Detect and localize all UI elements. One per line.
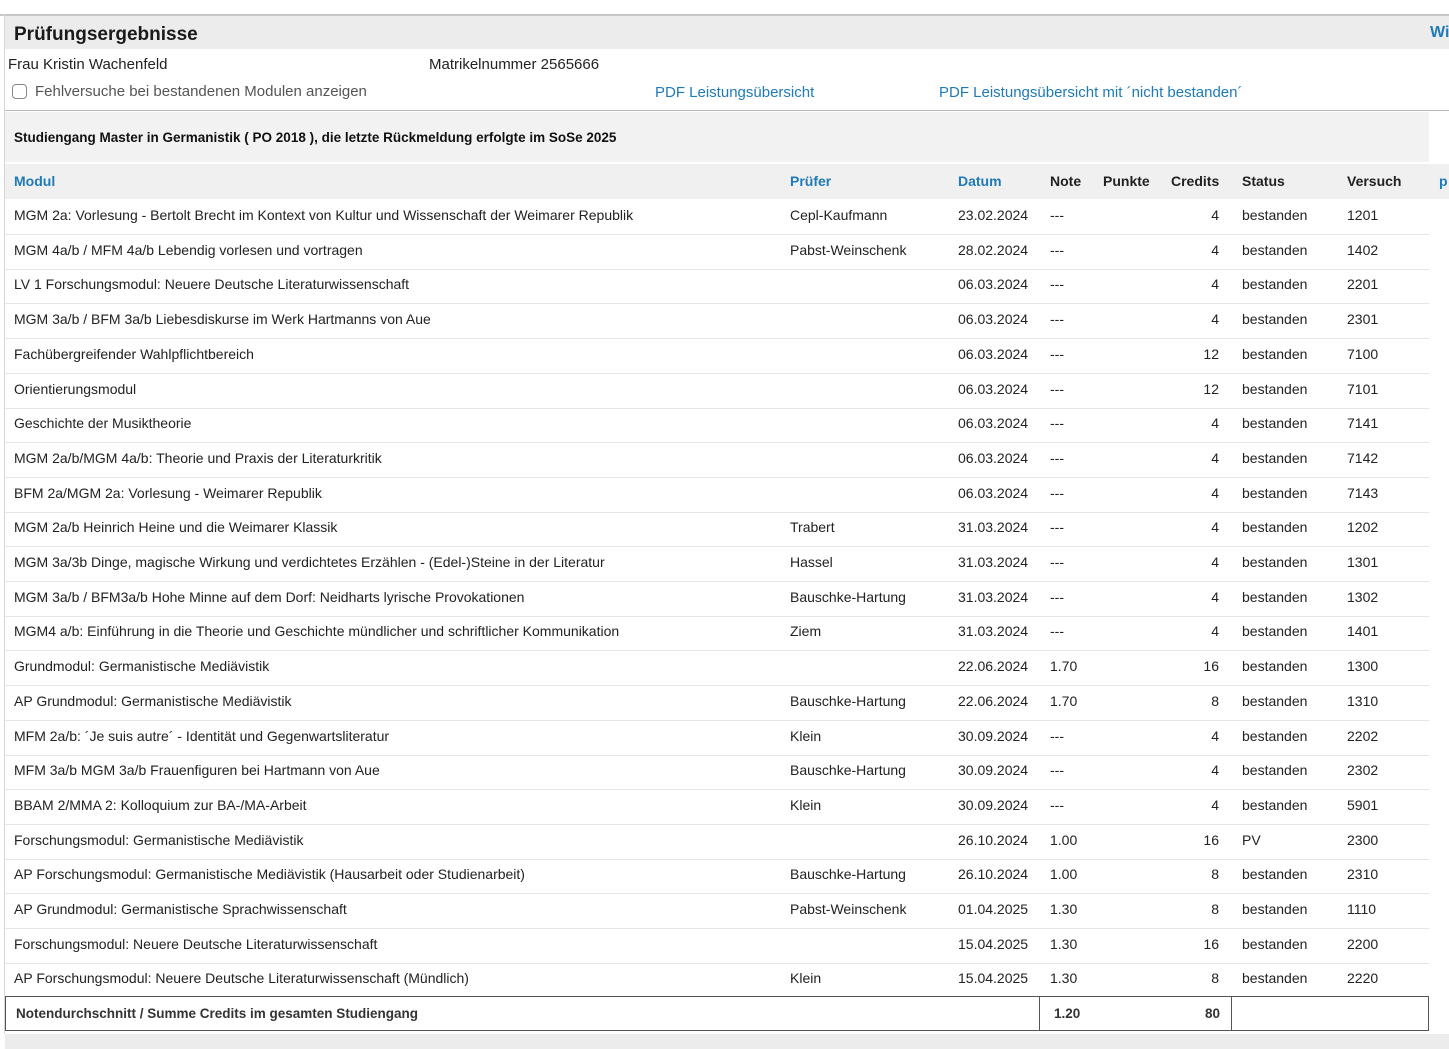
cell-note: 1.00: [1050, 831, 1078, 848]
cell-pruefer: Bauschke-Hartung: [790, 762, 906, 779]
cell-modul: Grundmodul: Germanistische Mediävistik: [14, 658, 270, 675]
cell-note: ---: [1050, 796, 1064, 813]
cell-credits: 4: [1211, 623, 1219, 640]
cell-modul: Orientierungsmodul: [14, 380, 137, 397]
cell-versuch: 1110: [1347, 901, 1377, 917]
cell-datum: 01.04.2025: [958, 901, 1029, 917]
cell-status: bestanden: [1242, 345, 1308, 362]
cell-note: ---: [1050, 554, 1064, 570]
cell-credits: 4: [1211, 311, 1219, 328]
cell-datum: 22.06.2024: [958, 692, 1029, 709]
cell-pruefer: Hassel: [790, 554, 833, 570]
cell-note: ---: [1050, 311, 1064, 328]
footer-divider: [1039, 997, 1040, 1030]
cell-status: bestanden: [1242, 935, 1308, 952]
cell-note: ---: [1050, 484, 1064, 501]
column-header-datum[interactable]: Datum: [958, 173, 1002, 189]
cell-versuch: 7100: [1347, 345, 1379, 362]
cell-datum: 30.09.2024: [958, 727, 1029, 744]
cell-status: bestanden: [1242, 311, 1308, 328]
cell-credits: 4: [1211, 554, 1219, 570]
cell-status: bestanden: [1242, 796, 1308, 813]
cell-modul: Fachübergreifender Wahlpflichtbereich: [14, 345, 254, 362]
cell-datum: 28.02.2024: [958, 241, 1029, 258]
cell-datum: 31.03.2024: [958, 519, 1029, 536]
cell-status: bestanden: [1242, 241, 1308, 258]
cell-versuch: 7143: [1347, 484, 1379, 501]
cell-note: ---: [1050, 415, 1064, 432]
cell-status: bestanden: [1242, 207, 1308, 223]
cell-versuch: 7101: [1347, 380, 1379, 397]
fehlversuche-checkbox[interactable]: [12, 84, 27, 99]
cell-modul: BFM 2a/MGM 2a: Vorlesung - Weimarer Republik: [14, 484, 322, 501]
cell-versuch: 2310: [1347, 866, 1379, 883]
cell-datum: 30.09.2024: [958, 762, 1029, 779]
table-row: [5, 754, 1429, 790]
cell-versuch: 2220: [1347, 970, 1379, 987]
student-name: Frau Kristin Wachenfeld: [8, 56, 168, 73]
cell-pruefer: Cepl-Kaufmann: [790, 207, 888, 223]
cell-note: ---: [1050, 380, 1064, 397]
cell-note: ---: [1050, 207, 1064, 223]
table-header: [5, 164, 1449, 199]
cell-credits: 4: [1211, 484, 1219, 501]
cell-credits: 8: [1211, 901, 1219, 917]
table-row: [5, 720, 1429, 756]
cell-datum: 06.03.2024: [958, 449, 1029, 466]
cell-modul: Forschungsmodul: Neuere Deutsche Literaturwissenschaft: [14, 935, 378, 952]
cell-modul: Forschungsmodul: Germanistische Mediävistik: [14, 831, 304, 848]
cell-versuch: 2201: [1347, 276, 1379, 293]
study-program-text: Studiengang Master in Germanistik ( PO 2018 ), die letzte Rückmeldung erfolgte im SoSe 2025: [14, 130, 617, 145]
footer-credits-total: 80: [1205, 1006, 1221, 1021]
table-row: [5, 928, 1429, 964]
cell-datum: 30.09.2024: [958, 796, 1029, 813]
column-header-note: Note: [1050, 173, 1082, 189]
table-row: [5, 442, 1429, 478]
cell-note: 1.30: [1050, 935, 1078, 952]
cell-status: bestanden: [1242, 623, 1308, 640]
cell-datum: 06.03.2024: [958, 415, 1029, 432]
cell-credits: 16: [1203, 658, 1219, 675]
cell-status: bestanden: [1242, 658, 1308, 675]
cell-note: 1.70: [1050, 658, 1078, 675]
cell-pruefer: Bauschke-Hartung: [790, 692, 906, 709]
cell-datum: 31.03.2024: [958, 554, 1029, 570]
table-row: [5, 511, 1429, 547]
cell-versuch: 1300: [1347, 658, 1379, 675]
cell-datum: 23.02.2024: [958, 207, 1029, 223]
cell-datum: 06.03.2024: [958, 380, 1029, 397]
column-header-modul[interactable]: Modul: [14, 173, 56, 189]
table-row: [5, 789, 1429, 825]
cell-versuch: 7141: [1347, 415, 1379, 432]
cell-credits: 12: [1203, 380, 1219, 397]
column-header-credits: Credits: [1171, 173, 1220, 189]
cell-modul: AP Forschungsmodul: Germanistische Mediävistik (Hausarbeit oder Studienarbeit): [14, 866, 525, 883]
cell-status: bestanden: [1242, 866, 1308, 883]
cell-credits: 12: [1203, 345, 1219, 362]
cell-status: bestanden: [1242, 484, 1308, 501]
footer-label: Notendurchschnitt / Summe Credits im gesamten Studiengang: [16, 1006, 419, 1021]
cell-versuch: 1402: [1347, 241, 1379, 258]
cell-modul: BBAM 2/MMA 2: Kolloquium zur BA-/MA-Arbeit: [14, 796, 307, 813]
cell-versuch: 1201: [1347, 207, 1379, 223]
cell-note: ---: [1050, 276, 1064, 293]
cell-note: ---: [1050, 519, 1064, 536]
cell-note: 1.70: [1050, 692, 1078, 709]
cell-versuch: 5901: [1347, 796, 1379, 813]
table-row: [5, 268, 1429, 304]
cell-credits: 4: [1211, 207, 1219, 223]
cell-pruefer: Bauschke-Hartung: [790, 588, 906, 605]
cell-versuch: 1202: [1347, 519, 1379, 536]
cell-note: ---: [1050, 727, 1064, 744]
corner-link[interactable]: Wi: [1430, 24, 1449, 41]
table-row: [5, 685, 1429, 721]
cell-credits: 4: [1211, 276, 1219, 293]
cell-credits: 4: [1211, 588, 1219, 605]
cell-modul: MGM 4a/b / MFM 4a/b Lebendig vorlesen und vortragen: [14, 241, 363, 258]
cell-credits: 16: [1203, 831, 1219, 848]
cell-versuch: 1401: [1347, 623, 1379, 640]
cell-credits: 4: [1211, 519, 1219, 536]
matrikel-number: Matrikelnummer 2565666: [429, 56, 600, 73]
cell-pruefer: Ziem: [790, 623, 822, 640]
cell-credits: 4: [1211, 727, 1219, 744]
cell-datum: 06.03.2024: [958, 311, 1029, 328]
cell-status: bestanden: [1242, 588, 1308, 605]
pdf-overview-failed-link[interactable]: PDF Leistungsübersicht mit ´nicht bestanden´: [939, 84, 1243, 101]
cell-modul: MGM 3a/3b Dinge, magische Wirkung und verdichtetes Erzählen - (Edel-)Steine in der Literatur: [14, 554, 605, 570]
table-row: [5, 373, 1429, 409]
cell-modul: AP Forschungsmodul: Neuere Deutsche Literaturwissenschaft (Mündlich): [14, 970, 469, 987]
cell-versuch: 2300: [1347, 831, 1379, 848]
cell-status: bestanden: [1242, 449, 1308, 466]
table-row: [5, 650, 1429, 686]
cell-modul: MGM4 a/b: Einführung in die Theorie und Geschichte mündlicher und schriftlicher Kommunikation: [14, 623, 620, 640]
cell-pruefer: Klein: [790, 796, 822, 813]
table-row: [5, 199, 1429, 235]
column-header-versuch: Versuch: [1347, 173, 1402, 189]
cell-pruefer: Pabst-Weinschenk: [790, 901, 907, 917]
footer-divider: [1231, 997, 1232, 1030]
footer-average: 1.20: [1054, 1006, 1081, 1021]
table-row: [5, 407, 1429, 443]
cell-pruefer: Klein: [790, 727, 822, 744]
cell-status: bestanden: [1242, 727, 1308, 744]
cell-status: bestanden: [1242, 901, 1308, 917]
cell-note: 1.00: [1050, 866, 1078, 883]
cell-datum: 15.04.2025: [958, 970, 1029, 987]
cell-datum: 06.03.2024: [958, 276, 1029, 293]
cell-pruefer: Pabst-Weinschenk: [790, 241, 907, 258]
column-header-extra[interactable]: p: [1439, 173, 1448, 189]
column-header-status: Status: [1242, 173, 1285, 189]
cell-note: ---: [1050, 588, 1064, 605]
cell-pruefer: Trabert: [790, 519, 835, 536]
bottom-strip: [5, 1034, 1449, 1049]
cell-status: bestanden: [1242, 970, 1308, 987]
cell-modul: AP Grundmodul: Germanistische Sprachwissenschaft: [14, 901, 347, 917]
table-row: [5, 477, 1429, 513]
cell-note: 1.30: [1050, 901, 1078, 917]
cell-datum: 06.03.2024: [958, 484, 1029, 501]
cell-modul: MGM 2a: Vorlesung - Bertolt Brecht im Kontext von Kultur und Wissenschaft der Weimarer Republik: [14, 207, 634, 223]
cell-modul: MGM 3a/b / BFM3a/b Hohe Minne auf dem Dorf: Neidharts lyrische Provokationen: [14, 588, 525, 605]
table-row: [5, 824, 1429, 860]
table-footer: [5, 996, 1429, 1031]
cell-status: bestanden: [1242, 554, 1308, 570]
cell-credits: 16: [1203, 935, 1219, 952]
cell-pruefer: Klein: [790, 970, 822, 987]
cell-credits: 8: [1211, 970, 1219, 987]
cell-credits: 4: [1211, 449, 1219, 466]
cell-datum: 31.03.2024: [958, 588, 1029, 605]
cell-status: bestanden: [1242, 415, 1308, 432]
cell-versuch: 2302: [1347, 762, 1379, 779]
cell-modul: LV 1 Forschungsmodul: Neuere Deutsche Literaturwissenschaft: [14, 276, 410, 293]
cell-versuch: 1310: [1347, 692, 1379, 709]
table-row: [5, 581, 1429, 617]
fehlversuche-label: Fehlversuche bei bestandenen Modulen anzeigen: [35, 83, 367, 100]
table-row: [5, 234, 1429, 270]
table-row: [5, 338, 1429, 374]
column-header-pruefer[interactable]: Prüfer: [790, 173, 832, 189]
cell-modul: MGM 2a/b/MGM 4a/b: Theorie und Praxis der Literaturkritik: [14, 449, 382, 466]
cell-note: ---: [1050, 623, 1064, 640]
cell-note: ---: [1050, 449, 1064, 466]
cell-modul: MFM 3a/b MGM 3a/b Frauenfiguren bei Hartmann von Aue: [14, 762, 380, 779]
cell-credits: 4: [1211, 762, 1219, 779]
cell-versuch: 2200: [1347, 935, 1379, 952]
cell-versuch: 7142: [1347, 449, 1379, 466]
cell-versuch: 2202: [1347, 727, 1379, 744]
column-header-punkte: Punkte: [1103, 173, 1150, 189]
cell-credits: 4: [1211, 796, 1219, 813]
cell-datum: 22.06.2024: [958, 658, 1029, 675]
pdf-overview-link[interactable]: PDF Leistungsübersicht: [655, 84, 815, 101]
cell-modul: MFM 2a/b: ´Je suis autre´ - Identität und Gegenwartsliteratur: [14, 727, 390, 744]
cell-credits: 4: [1211, 241, 1219, 258]
cell-status: bestanden: [1242, 762, 1308, 779]
cell-note: ---: [1050, 345, 1064, 362]
cell-versuch: 1302: [1347, 588, 1379, 605]
cell-datum: 26.10.2024: [958, 831, 1029, 848]
title-bar: [5, 16, 1449, 49]
cell-credits: 8: [1211, 692, 1219, 709]
table-row: [5, 615, 1429, 651]
cell-datum: 31.03.2024: [958, 623, 1029, 640]
page-title: Prüfungsergebnisse: [14, 24, 198, 45]
cell-pruefer: Bauschke-Hartung: [790, 866, 906, 883]
divider: [5, 110, 1449, 111]
cell-status: bestanden: [1242, 380, 1308, 397]
cell-status: bestanden: [1242, 276, 1308, 293]
cell-datum: 15.04.2025: [958, 935, 1029, 952]
cell-status: bestanden: [1242, 692, 1308, 709]
table-row: [5, 858, 1429, 894]
table-row: [5, 893, 1429, 929]
cell-status: PV: [1242, 831, 1261, 848]
cell-modul: Geschichte der Musiktheorie: [14, 415, 192, 432]
cell-modul: MGM 3a/b / BFM 3a/b Liebesdiskurse im Werk Hartmanns von Aue: [14, 311, 431, 328]
table-row: [5, 962, 1429, 998]
cell-note: 1.30: [1050, 970, 1078, 987]
cell-versuch: 1301: [1347, 554, 1379, 570]
cell-credits: 4: [1211, 415, 1219, 432]
cell-note: ---: [1050, 762, 1064, 779]
cell-credits: 8: [1211, 866, 1219, 883]
cell-note: ---: [1050, 241, 1064, 258]
cell-modul: AP Grundmodul: Germanistische Mediävistik: [14, 692, 292, 709]
cell-modul: MGM 2a/b Heinrich Heine und die Weimarer Klassik: [14, 519, 338, 536]
fehlversuche-option[interactable]: [12, 83, 367, 100]
cell-status: bestanden: [1242, 519, 1308, 536]
cell-datum: 26.10.2024: [958, 866, 1029, 883]
table-row: [5, 303, 1429, 339]
table-row: [5, 546, 1429, 582]
cell-datum: 06.03.2024: [958, 345, 1029, 362]
cell-versuch: 2301: [1347, 311, 1379, 328]
